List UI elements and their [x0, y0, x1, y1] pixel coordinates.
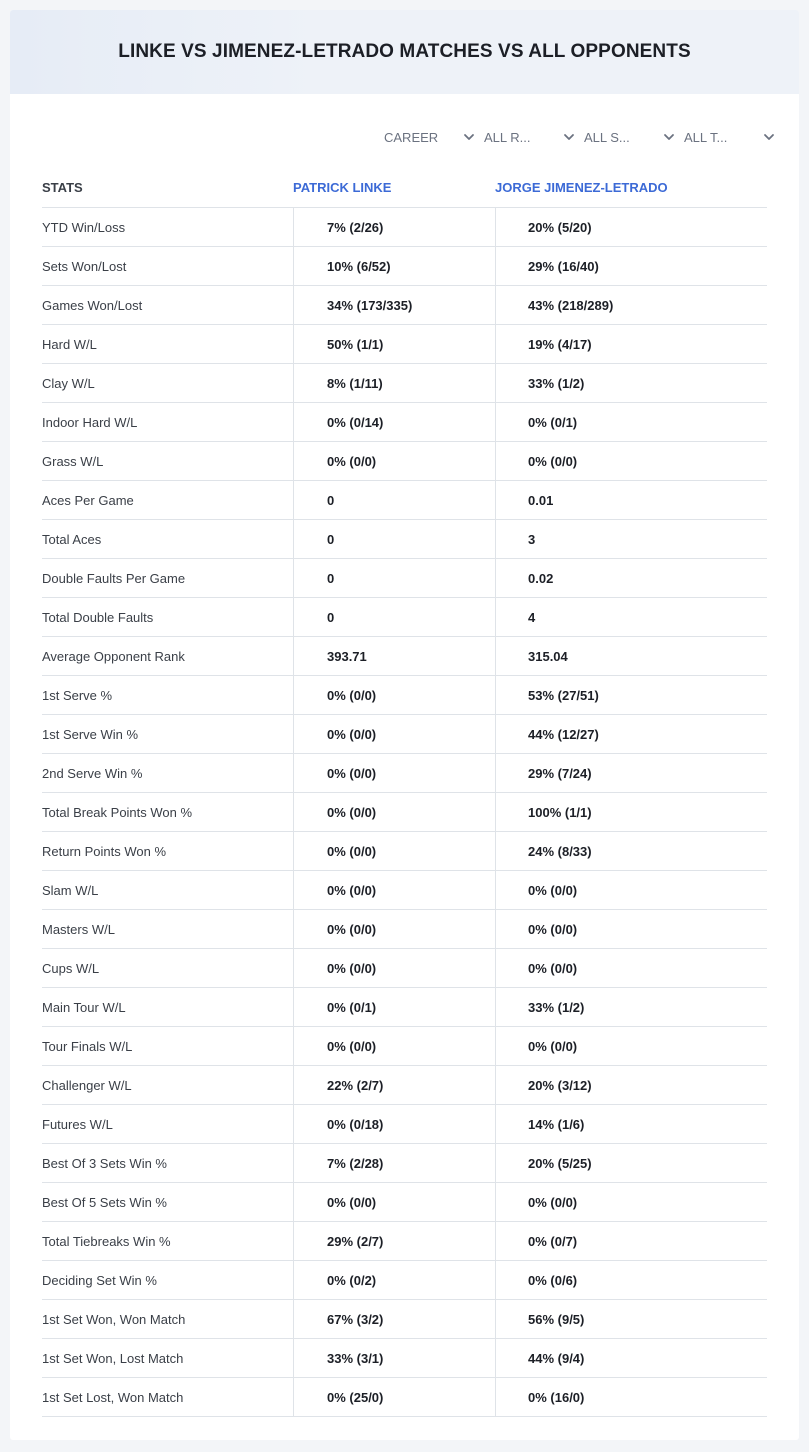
column-header-player2-link[interactable]: JORGE JIMENEZ-LETRADO	[495, 180, 668, 195]
filter-bar	[380, 126, 780, 148]
stat-label: Indoor Hard W/L	[42, 414, 138, 430]
stat-label: YTD Win/Loss	[42, 219, 126, 235]
table-row	[42, 1105, 767, 1144]
table-row	[42, 949, 767, 988]
player1-stat-value: 0% (0/0)	[293, 676, 495, 714]
player1-stat-value: 67% (3/2)	[293, 1300, 495, 1338]
player2-stat-value: 0.01	[495, 481, 767, 519]
player1-stat-value: 0	[293, 481, 495, 519]
table-row	[42, 1144, 767, 1183]
player2-stat-value: 19% (4/17)	[495, 325, 767, 363]
player2-stat-value: 0% (0/0)	[495, 442, 767, 480]
stat-label: Grass W/L	[42, 453, 104, 469]
table-row	[42, 325, 767, 364]
stat-label: Double Faults Per Game	[42, 570, 186, 586]
chevron-down-icon	[562, 130, 576, 144]
player2-stat-value: 0% (0/7)	[495, 1222, 767, 1260]
stat-label: Best Of 3 Sets Win %	[42, 1155, 167, 1171]
table-row	[42, 598, 767, 637]
player1-stat-value: 10% (6/52)	[293, 247, 495, 285]
table-row	[42, 247, 767, 286]
stat-label: Aces Per Game	[42, 492, 134, 508]
player2-stat-value: 0.02	[495, 559, 767, 597]
table-row	[42, 1222, 767, 1261]
stat-label: Return Points Won %	[42, 843, 167, 859]
player2-stat-value: 43% (218/289)	[495, 286, 767, 324]
player2-stat-value: 0% (0/0)	[495, 1183, 767, 1221]
table-row	[42, 208, 767, 247]
player1-stat-value: 0% (0/18)	[293, 1105, 495, 1143]
page-title: LINKE VS JIMENEZ-LETRADO MATCHES VS ALL OPPONENTS	[118, 41, 691, 62]
player1-stat-value: 0% (0/1)	[293, 988, 495, 1026]
stat-label: Sets Won/Lost	[42, 258, 127, 274]
player2-stat-value: 44% (12/27)	[495, 715, 767, 753]
stats-card	[10, 10, 799, 1440]
table-header	[42, 168, 767, 208]
player1-stat-value: 8% (1/11)	[293, 364, 495, 402]
player1-stat-value: 0% (0/0)	[293, 1183, 495, 1221]
player2-stat-value: 20% (3/12)	[495, 1066, 767, 1104]
player1-stat-value: 0% (0/0)	[293, 793, 495, 831]
filter-round-dropdown[interactable]	[480, 126, 580, 148]
table-row	[42, 676, 767, 715]
player2-stat-value: 0% (0/6)	[495, 1261, 767, 1299]
table-row	[42, 988, 767, 1027]
player2-stat-value: 29% (7/24)	[495, 754, 767, 792]
player1-stat-value: 0	[293, 520, 495, 558]
stat-label: Best Of 5 Sets Win %	[42, 1194, 167, 1210]
filter-label: ALL T...	[684, 129, 728, 145]
player1-stat-value: 29% (2/7)	[293, 1222, 495, 1260]
player1-stat-value: 0% (25/0)	[293, 1378, 495, 1416]
table-row	[42, 637, 767, 676]
player2-stat-value: 4	[495, 598, 767, 636]
player1-stat-value: 7% (2/26)	[293, 208, 495, 246]
filter-label: ALL R...	[484, 129, 531, 145]
table-row	[42, 832, 767, 871]
player1-stat-value: 0	[293, 559, 495, 597]
player2-stat-value: 0% (0/0)	[495, 871, 767, 909]
filter-career-dropdown[interactable]	[380, 126, 480, 148]
stat-label: Tour Finals W/L	[42, 1038, 133, 1054]
player1-stat-value: 0% (0/0)	[293, 442, 495, 480]
column-header-player1-link[interactable]: PATRICK LINKE	[293, 180, 392, 195]
player2-stat-value: 24% (8/33)	[495, 832, 767, 870]
table-body	[42, 208, 767, 1417]
player2-stat-value: 29% (16/40)	[495, 247, 767, 285]
player1-stat-value: 0% (0/2)	[293, 1261, 495, 1299]
stat-label: Slam W/L	[42, 882, 99, 898]
player2-stat-value: 0% (0/0)	[495, 1027, 767, 1065]
player2-stat-value: 0% (0/0)	[495, 949, 767, 987]
chevron-down-icon	[462, 130, 476, 144]
player2-stat-value: 0% (0/1)	[495, 403, 767, 441]
player2-stat-value: 0% (16/0)	[495, 1378, 767, 1416]
filter-label: ALL S...	[584, 129, 630, 145]
table-row	[42, 1066, 767, 1105]
stat-label: Main Tour W/L	[42, 999, 126, 1015]
column-header-stats: STATS	[42, 180, 83, 195]
stat-label: 1st Set Won, Won Match	[42, 1311, 186, 1327]
player2-stat-value: 56% (9/5)	[495, 1300, 767, 1338]
stat-label: Hard W/L	[42, 336, 97, 352]
player2-stat-value: 20% (5/20)	[495, 208, 767, 246]
table-row	[42, 715, 767, 754]
table-row	[42, 442, 767, 481]
player1-stat-value: 0% (0/0)	[293, 871, 495, 909]
stat-label: 2nd Serve Win %	[42, 765, 143, 781]
stat-label: Masters W/L	[42, 921, 115, 937]
player1-stat-value: 0% (0/0)	[293, 949, 495, 987]
stat-label: Clay W/L	[42, 375, 95, 391]
stat-label: Total Double Faults	[42, 609, 154, 625]
table-row	[42, 910, 767, 949]
stat-label: Total Aces	[42, 531, 102, 547]
player2-stat-value: 33% (1/2)	[495, 988, 767, 1026]
player2-stat-value: 14% (1/6)	[495, 1105, 767, 1143]
stat-label: 1st Set Won, Lost Match	[42, 1350, 184, 1366]
player1-stat-value: 34% (173/335)	[293, 286, 495, 324]
stat-label: Games Won/Lost	[42, 297, 143, 313]
stat-label: 1st Serve %	[42, 687, 113, 703]
filter-tournament-dropdown[interactable]	[680, 126, 780, 148]
player1-stat-value: 50% (1/1)	[293, 325, 495, 363]
player2-stat-value: 100% (1/1)	[495, 793, 767, 831]
table-row	[42, 1300, 767, 1339]
table-row	[42, 1027, 767, 1066]
table-row	[42, 520, 767, 559]
table-row	[42, 871, 767, 910]
stat-label: Deciding Set Win %	[42, 1272, 157, 1288]
table-row	[42, 559, 767, 598]
player2-stat-value: 0% (0/0)	[495, 910, 767, 948]
player2-stat-value: 44% (9/4)	[495, 1339, 767, 1377]
player1-stat-value: 0% (0/14)	[293, 403, 495, 441]
filter-surface-dropdown[interactable]	[580, 126, 680, 148]
table-row	[42, 286, 767, 325]
player2-stat-value: 53% (27/51)	[495, 676, 767, 714]
stat-label: 1st Serve Win %	[42, 726, 139, 742]
stat-label: Futures W/L	[42, 1116, 113, 1132]
stat-label: Total Break Points Won %	[42, 804, 193, 820]
player1-stat-value: 7% (2/28)	[293, 1144, 495, 1182]
stat-label: Total Tiebreaks Win %	[42, 1233, 171, 1249]
stat-label: 1st Set Lost, Won Match	[42, 1389, 184, 1405]
player1-stat-value: 0% (0/0)	[293, 715, 495, 753]
player1-stat-value: 0	[293, 598, 495, 636]
table-row	[42, 481, 767, 520]
player1-stat-value: 0% (0/0)	[293, 754, 495, 792]
chevron-down-icon	[762, 130, 776, 144]
table-row	[42, 1183, 767, 1222]
stat-label: Cups W/L	[42, 960, 100, 976]
table-row	[42, 1339, 767, 1378]
player1-stat-value: 393.71	[293, 637, 495, 675]
stats-table	[42, 168, 767, 1417]
filter-label: CAREER	[384, 129, 439, 145]
player1-stat-value: 0% (0/0)	[293, 1027, 495, 1065]
player1-stat-value: 0% (0/0)	[293, 832, 495, 870]
chevron-down-icon	[662, 130, 676, 144]
table-row	[42, 754, 767, 793]
table-row	[42, 793, 767, 832]
player2-stat-value: 20% (5/25)	[495, 1144, 767, 1182]
player1-stat-value: 22% (2/7)	[293, 1066, 495, 1104]
stat-label: Challenger W/L	[42, 1077, 132, 1093]
player2-stat-value: 315.04	[495, 637, 767, 675]
table-row	[42, 403, 767, 442]
player1-stat-value: 33% (3/1)	[293, 1339, 495, 1377]
table-row	[42, 1261, 767, 1300]
card-header	[10, 10, 799, 94]
player1-stat-value: 0% (0/0)	[293, 910, 495, 948]
table-row	[42, 364, 767, 403]
player2-stat-value: 3	[495, 520, 767, 558]
table-row	[42, 1378, 767, 1417]
player2-stat-value: 33% (1/2)	[495, 364, 767, 402]
stat-label: Average Opponent Rank	[42, 648, 185, 664]
